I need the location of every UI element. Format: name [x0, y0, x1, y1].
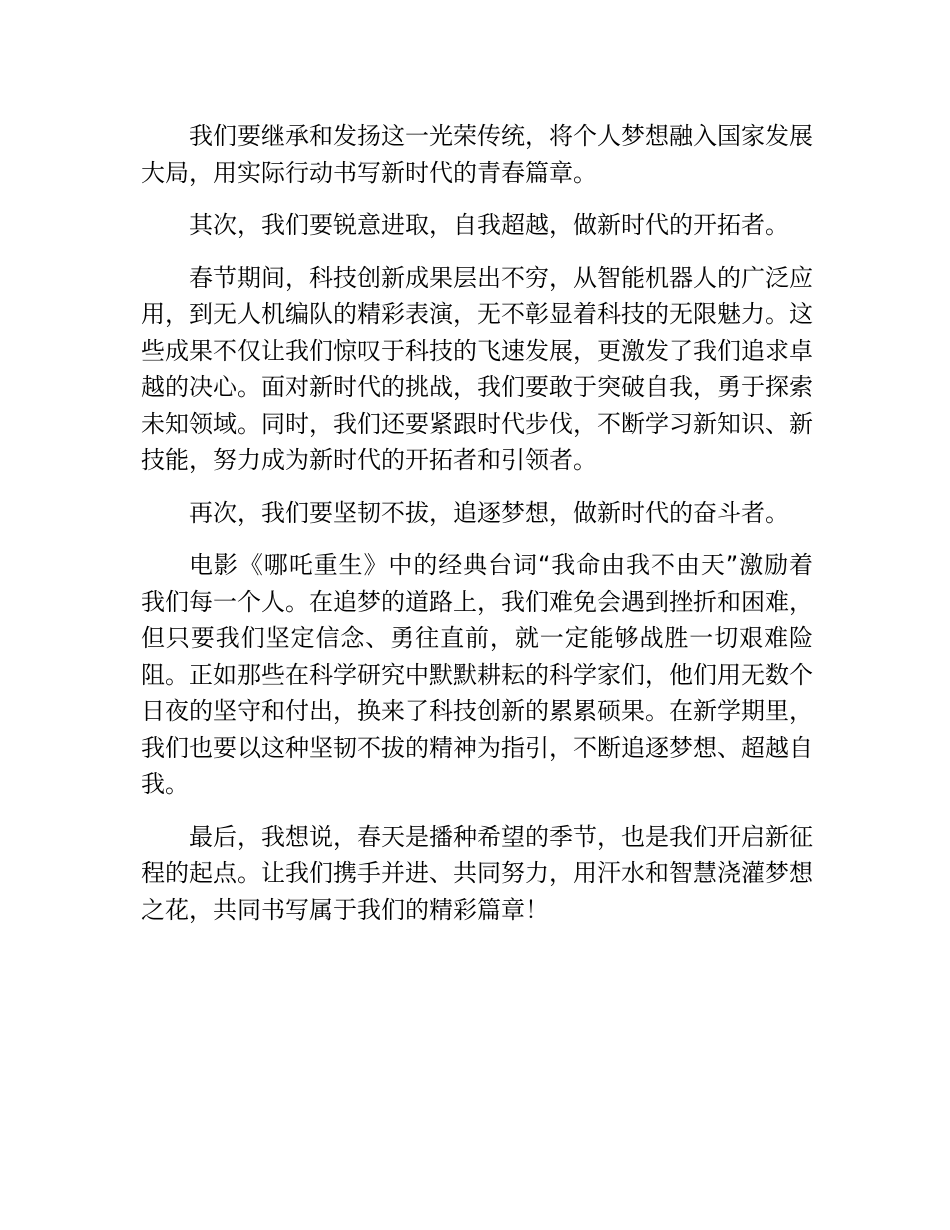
- paragraph-nezha: 电影《哪吒重生》中的经典台词“我命由我不由天”激励着我们每一个人。在追梦的道路上，我们难免会遇到挫折和困难，但只要我们坚定信念、勇往直前，就一定能够战胜一切艰难险阻。正如那些在科学研究中默默耕耘的科学家们，他们用无数个日夜的坚守和付出，换来了科技创新的累累硕果。在新学期里，我们也要以这种坚韧不拔的精神为指引，不断追逐梦想、超越自我。: [141, 551, 813, 798]
- paragraph-conclusion: 最后，我想说，春天是播种希望的季节，也是我们开启新征程的起点。让我们携手并进、共同努力，用汗水和智慧浇灌梦想之花，共同书写属于我们的精彩篇章！: [141, 822, 813, 924]
- paragraph-second-point: 其次，我们要锐意进取，自我超越，做新时代的开拓者。: [189, 211, 789, 239]
- paragraph-third-point: 再次，我们要坚韧不拔，追逐梦想，做新时代的奋斗者。: [189, 498, 789, 527]
- document-body: [141, 118, 813, 944]
- paragraph-innovation: 春节期间，科技创新成果层出不穷，从智能机器人的广泛应用，到无人机编队的精彩表演，无不彰显着科技的无限魅力。这些成果不仅让我们惊叹于科技的飞速发展，更激发了我们追求卓越的决心。面对新时代的挑战，我们要敢于突破自我，勇于探索未知领域。同时，我们还要紧跟时代步伐，不断学习新知识、新技能，努力成为新时代的开拓者和引领者。: [141, 263, 813, 474]
- paragraph-heritage: 我们要继承和发扬这一光荣传统，将个人梦想融入国家发展大局，用实际行动书写新时代的青春篇章。: [141, 122, 813, 187]
